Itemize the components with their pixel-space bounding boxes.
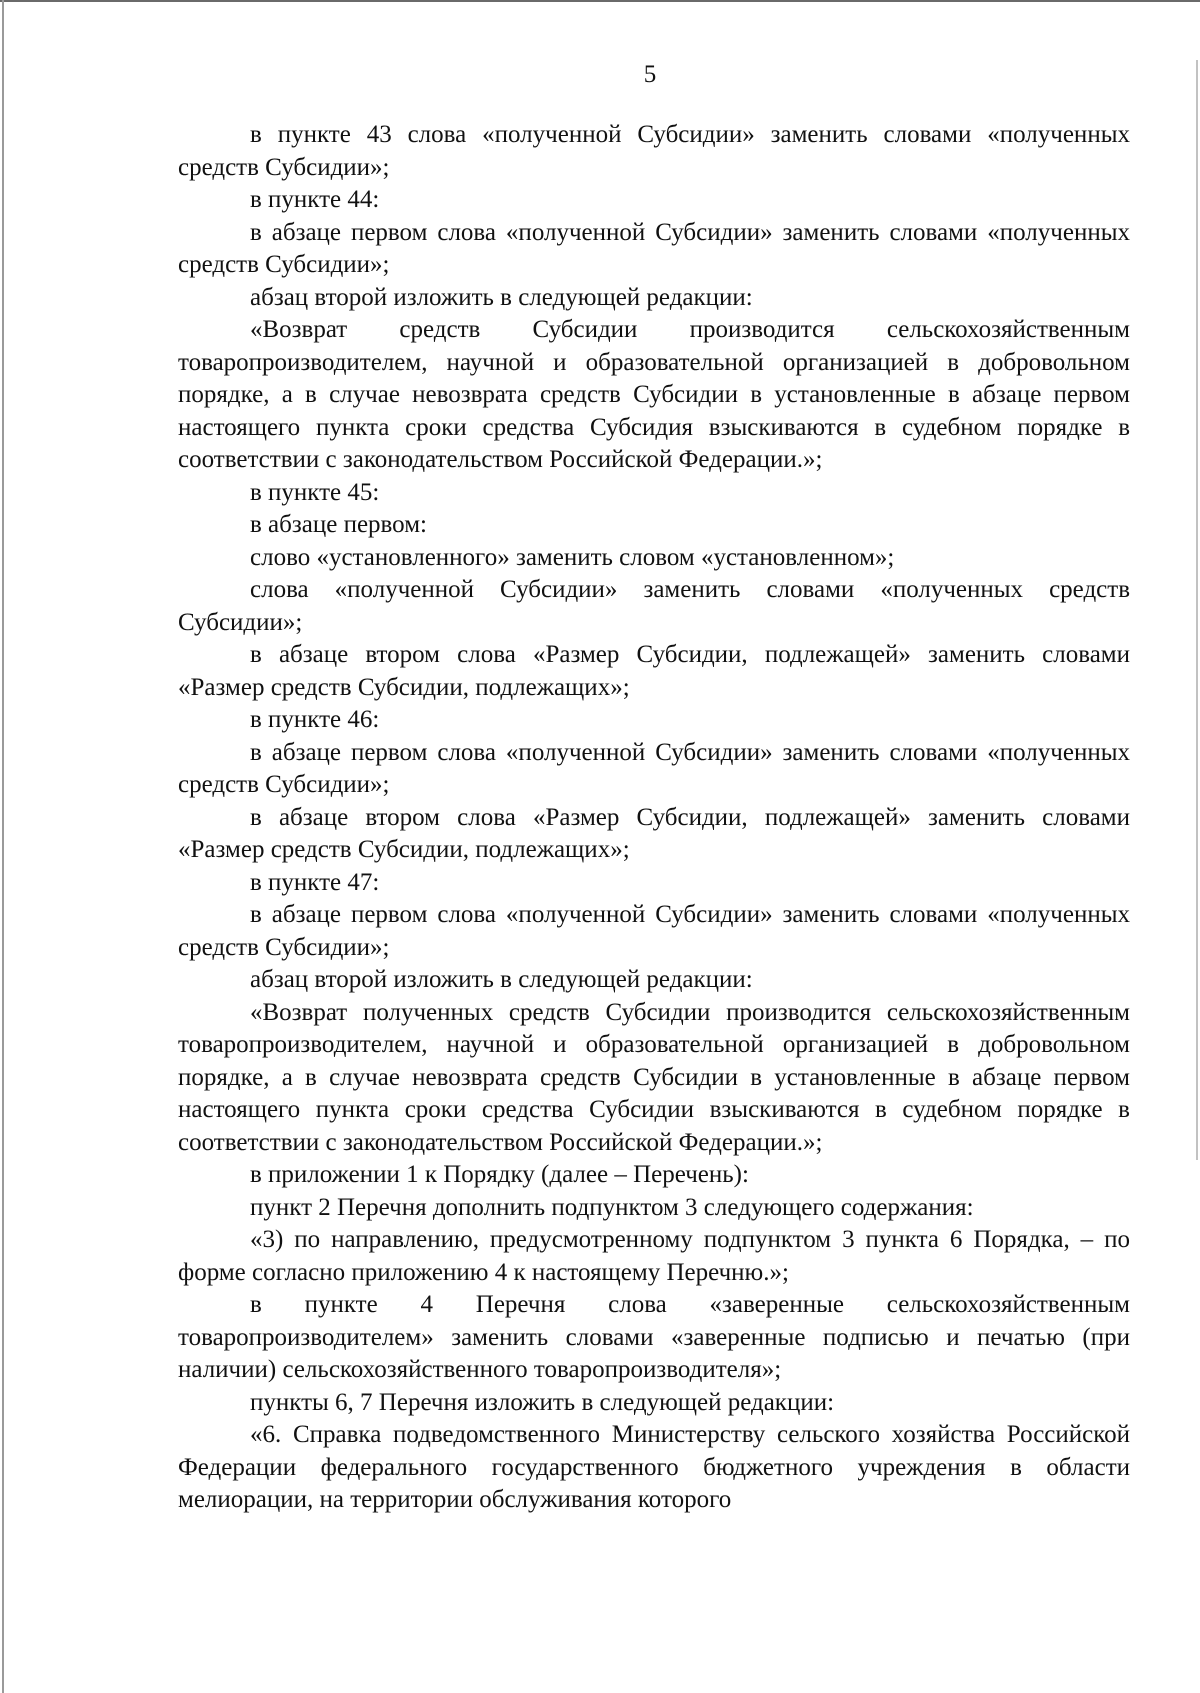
paragraph: пункты 6, 7 Перечня изложить в следующей редакции: <box>250 1388 835 1416</box>
paragraph: в абзаце втором слова «Размер Субсидии, подлежащей» заменить словами «Размер средств Субсидии, подлежащих»; <box>178 641 1130 701</box>
scan-left-edge <box>2 0 4 1693</box>
paragraph: абзац второй изложить в следующей редакции: <box>250 283 753 311</box>
paragraph: «3) по направлению, предусмотренному подпунктом 3 пункта 6 Порядка, – по форме согласно приложению 4 к настоящему Перечню.»; <box>178 1226 1130 1286</box>
paragraph: в абзаце втором слова «Размер Субсидии, подлежащей» заменить словами «Размер средств Субсидии, подлежащих»; <box>178 803 1130 863</box>
paragraph: «6. Справка подведомственного Министерству сельского хозяйства Российской Федерации федерального государственного бюджетного учреждения в области мелиорации, на территории обслуживания которого <box>178 1421 1130 1513</box>
paragraph: в абзаце первом слова «полученной Субсидии» заменить словами «полученных средств Субсидии»; <box>178 738 1130 798</box>
paragraph: в пункте 46: <box>250 706 380 733</box>
paragraph: в пункте 43 слова «полученной Субсидии» заменить словами «полученных средств Субсидии»; <box>178 121 1130 181</box>
paragraph: пункт 2 Перечня дополнить подпунктом 3 следующего содержания: <box>250 1193 974 1221</box>
scan-top-edge <box>0 0 1200 2</box>
paragraph: в приложении 1 к Порядку (далее – Перечень): <box>250 1161 749 1188</box>
paragraph: в пункте 45: <box>250 478 380 506</box>
paragraph: в пункте 47: <box>250 868 380 896</box>
paragraph: слова «полученной Субсидии» заменить словами «полученных средств Субсидии»; <box>178 576 1130 636</box>
scan-right-edge <box>1196 60 1198 1160</box>
paragraph: в абзаце первом слова «полученной Субсидии» заменить словами «полученных средств Субсидии»; <box>178 901 1130 961</box>
document-body <box>178 119 1130 1517</box>
paragraph: в пункте 44: <box>250 186 380 213</box>
page-number: 5 <box>643 61 657 88</box>
paragraph: слово «установленного» заменить словом «установленном»; <box>250 543 895 571</box>
paragraph: в абзаце первом слова «полученной Субсидии» заменить словами «полученных средств Субсидии»; <box>178 218 1130 278</box>
paragraph: в абзаце первом: <box>250 511 427 538</box>
paragraph: «Возврат полученных средств Субсидии производится сельскохозяйственным товаропроизводителем, научной и образовательной организацией в добровольном порядке, а в случае невозврата средств Субсидии в установленные в абзаце первом настоящего пункта сроки средства Субсидии взыскиваются в судебном порядке в соответствии с законодательством Российской Федерации.»; <box>178 998 1130 1156</box>
paragraph: в пункте 4 Перечня слова «заверенные сельскохозяйственным товаропроизводителем» заменить словами «заверенные подписью и печатью (при наличии) сельскохозяйственного товаропроизводителя»; <box>178 1291 1130 1383</box>
paragraph: «Возврат средств Субсидии производится сельскохозяйственным товаропроизводителем, научной и образовательной организацией в добровольном порядке, а в случае невозврата средств Субсидии в установленные в абзаце первом настоящего пункта сроки средства Субсидия взыскиваются в судебном порядке в соответствии с законодательством Российской Федерации.»; <box>178 316 1130 473</box>
paragraph: абзац второй изложить в следующей редакции: <box>250 966 753 993</box>
